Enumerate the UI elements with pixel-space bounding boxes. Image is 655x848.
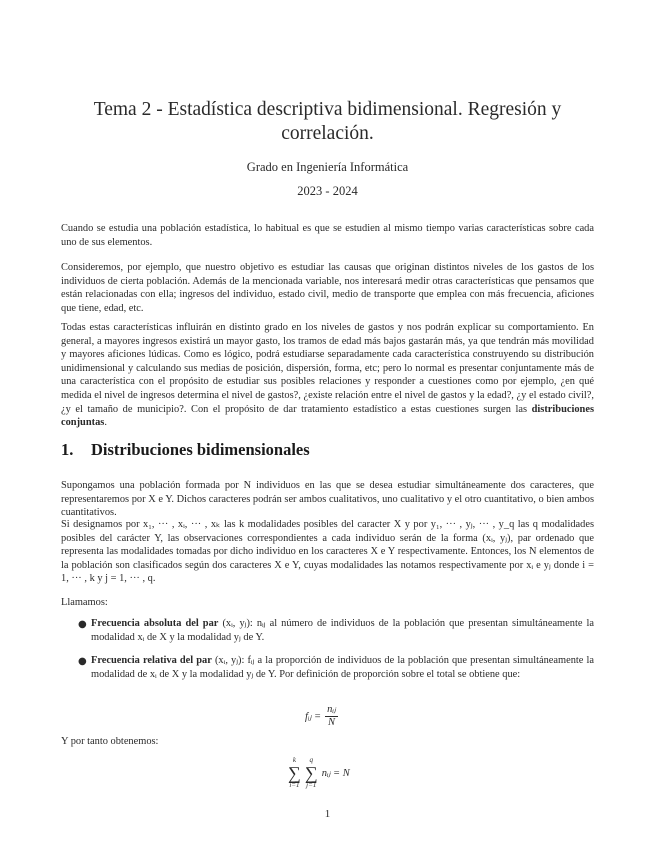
list-item: [91, 654, 594, 681]
academic-year: 2023 - 2024: [297, 184, 358, 198]
fraction-numerator: nᵢⱼ: [327, 704, 336, 715]
bullet-icon: ●: [78, 619, 87, 630]
outer-sum-symbol: [288, 757, 301, 789]
sum-body: nᵢⱼ = N: [321, 768, 350, 779]
fraction-denominator: N: [327, 717, 335, 728]
formula-lhs: fᵢⱼ =: [305, 711, 322, 723]
section-paragraph-2: Si designamos por x₁, ··· , xᵢ, ··· , xₖ las k modalidades posibles del caracter X y por y₁, ··· , yⱼ, ··· , y_q las q modalidades posibles del carácter Y, las observaciones correspondientes a cada individuo serán de la forma (xᵢ, yⱼ), par ordenado que representa las modalidades tomadas por dicho individuo en los caracteres X e Y respectivamente. Entonces, los N elementos de la población son clasificados según dos caracteres X e Y, cuyas modalidades las notamos respectivamente por xᵢ e yⱼ donde i = 1, ··· , k y j = 1, ··· , q.: [61, 519, 594, 585]
list-item: [91, 617, 594, 644]
outer-sum-upper: k: [292, 756, 296, 764]
intro-paragraph-2: Consideremos, por ejemplo, que nuestro objetivo es estudiar las causas que originan distintos niveles de los gastos de los individuos de cierta población. Además de la mencionada variable, nos interesará medir otras características que pensamos que están relacionadas con ella; ingresos del individuo, estado civil, medio de transporte que emplea con más frecuencia, aficiones que tiene, edad, etc.: [61, 262, 594, 314]
double-sum-formula: [288, 757, 350, 789]
item-text: (xᵢ, yⱼ): nᵢⱼ al número de individuos de la población que presentan simultáneamente la modalidad xᵢ de X y la modalidad yⱼ de Y.: [91, 618, 594, 643]
llamamos-label: Llamamos:: [61, 597, 108, 608]
item-term: Frecuencia absoluta del par: [91, 618, 219, 629]
intro-paragraph-3-end: .: [104, 417, 107, 429]
intro-paragraph-3-text: Todas estas características influirán en distinto grado en los niveles de gastos y nos podrán explicar su comportamiento. En general, a mayores ingresos existirá un mayor gasto, los tramos de edad más bajos gastarán más, ya que tendrán más movilidad y mayores aficiones lúdicas. Como es lógico, podrá estudiarse separadamente cada característica construyendo su distribución unidimensional y calculando sus medias de posición, dispersión, forma, etc; pero lo normal es presentar conjuntamente más de una característica con el propósito de estudiar sus posibles relaciones y responder a cuestiones como por ejemplo, ¿en qué medida el nivel de ingresos determina el nivel de gastos?, ¿existe relación entre el nivel de gastos y la edad?, ¿y el estado civil?, ¿y el tamaño de municipio?. Con el propósito de dar tratamiento estadístico a estas cuestiones surgen las: [61, 322, 594, 415]
section-paragraph-3: Y por tanto obtenemos:: [61, 736, 159, 747]
item-term: Frecuencia relativa del par: [91, 655, 212, 666]
sigma-icon: ∑: [288, 763, 301, 783]
title-line-2: correlación.: [281, 123, 374, 144]
sigma-icon: ∑: [304, 763, 318, 783]
section-paragraph-1: Supongamos una población formada por N individuos en las que se desea estudiar simultáneamente dos caracteres, que representaremos por X e Y. Dichos caracteres podrán ser ambos cualitativos, uno cualitativo y el otro cuantitativo, o bien ambos cuantitativos.: [61, 480, 594, 519]
page-number: 1: [324, 808, 331, 820]
relative-frequency-formula: [305, 704, 338, 729]
bullet-icon: ●: [78, 656, 87, 667]
degree-subtitle: Grado en Ingeniería Informática: [246, 160, 409, 174]
inner-sum-upper: q: [309, 756, 314, 764]
joint-distributions-term: distribuciones conjuntas: [61, 403, 594, 429]
section-number: 1.: [61, 440, 74, 459]
inner-sum-lower: j=1: [306, 781, 317, 789]
intro-paragraph-1: Cuando se estudia una población estadística, lo habitual es que se estudien al mismo tiempo varias características sobre cada uno de sus elementos.: [61, 223, 594, 248]
item-text: (xᵢ, yⱼ): fᵢⱼ a la proporción de individuos de la población que presentan simultáneamente la modalidad de xᵢ de X y la modalidad yⱼ de Y. Por definición de proporción sobre el total se obtiene que:: [91, 655, 594, 680]
section-title: Distribuciones bidimensionales: [91, 440, 310, 459]
fraction: [325, 704, 338, 729]
title-line-1: Tema 2 - Estadística descriptiva bidimensional. Regresión y: [93, 99, 562, 120]
outer-sum-lower: i=1: [289, 781, 300, 789]
document-title: [60, 98, 595, 146]
intro-paragraph-3: [61, 321, 594, 430]
inner-sum-symbol: [305, 757, 318, 789]
section-heading: [61, 440, 310, 460]
